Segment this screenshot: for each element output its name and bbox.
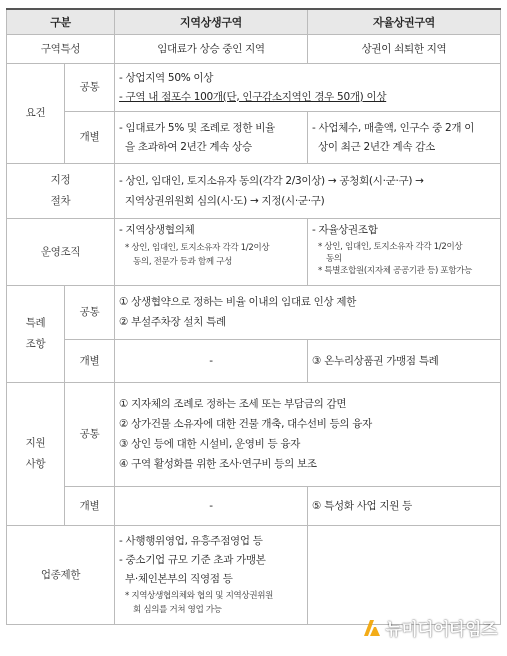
organization-b-note-3: * 특별조합원(지자체 공공기관 등) 포함가능: [318, 266, 473, 276]
label-support-line-1: 지원: [25, 437, 46, 449]
label-special: [7, 286, 65, 383]
support-individual-a: -: [115, 487, 308, 526]
row-requirements-common: [7, 64, 501, 112]
label-special-individual: 개별: [65, 340, 115, 383]
organization-b-note-1: * 상인, 임대인, 토지소유자 각각 1/2이상: [318, 242, 463, 252]
header-autonomous-commercial-zone: 자율상권구역: [308, 9, 501, 35]
label-support-line-2: 사항: [25, 458, 46, 470]
row-special-common: [7, 286, 501, 340]
support-common-line-2: ② 상가건물 소유자에 대한 건물 개축, 대수선비 등의 융자: [119, 418, 372, 430]
requirements-individual-a-line-2: 을 초과하여 2년간 계속 상승: [125, 140, 252, 153]
organization-b-note-2: 동의: [326, 254, 342, 264]
organization-a-note-1: * 상인, 임대인, 토지소유자 각각 1/2이상: [125, 243, 270, 253]
requirements-individual-b-line-1: - 사업체수, 매출액, 인구수 중 2개 이: [312, 121, 475, 134]
requirements-individual-b-line-2: 상이 최근 2년간 계속 감소: [318, 140, 435, 153]
business-limit-note-2: 회 심의를 거쳐 영업 가능: [133, 605, 222, 615]
designation-line-1: - 상인, 임대인, 토지소유자 동의(각각 2/3이상) → 공청회(시·군·구) →: [119, 174, 424, 187]
header-local-coexistence-zone: 지역상생구역: [115, 9, 308, 35]
label-special-line-1: 특례: [25, 317, 46, 329]
support-common: [115, 383, 501, 487]
label-requirements-individual: 개별: [65, 112, 115, 164]
requirements-individual-a: [115, 112, 308, 164]
requirements-common-line-1: - 상업지역 50% 이상: [119, 71, 214, 84]
characteristic-b: 상권이 쇠퇴한 지역: [308, 35, 501, 64]
label-business-limit: 업종제한: [7, 526, 115, 625]
label-special-line-2: 조항: [25, 338, 46, 350]
business-limit-line-2: - 중소기업 규모 기준 초과 가맹본: [119, 554, 266, 566]
row-special-individual: [7, 340, 501, 383]
support-individual-b: ⑤ 특성화 사업 지원 등: [308, 487, 501, 526]
designation-line-2: 지역상권위원회 심의(시·도) → 지정(시·군·구): [125, 194, 325, 207]
row-support-common: [7, 383, 501, 487]
label-support-individual: 개별: [65, 487, 115, 526]
label-designation: [7, 164, 115, 219]
requirements-individual-a-line-1: - 임대료가 5% 및 조례로 정한 비율: [119, 121, 275, 134]
newmedia-logo-icon: [362, 619, 382, 637]
requirements-common-line-2: - 구역 내 점포수 100개(단, 인구감소지역인 경우 50개) 이상: [119, 90, 387, 103]
row-characteristic: [7, 35, 501, 64]
designation-procedure: [115, 164, 501, 219]
row-support-individual: [7, 487, 501, 526]
zone-comparison-table: [6, 8, 501, 625]
support-common-line-1: ① 지자체의 조례로 정하는 조세 또는 부담금의 감면: [119, 398, 347, 410]
business-limit-note-1: * 지역상생협의체와 협의 및 지역상권위원: [125, 591, 274, 601]
row-organization: [7, 219, 501, 286]
special-common: [115, 286, 501, 340]
table-header-row: [7, 9, 501, 35]
requirements-common: [115, 64, 501, 112]
label-requirements-common: 공통: [65, 64, 115, 112]
label-support-common: 공통: [65, 383, 115, 487]
business-limit-b: [308, 526, 501, 625]
row-business-limit: [7, 526, 501, 625]
special-common-line-2: ② 부설주차장 설치 특례: [119, 316, 226, 328]
business-limit-a: [115, 526, 308, 625]
label-organization: 운영조직: [7, 219, 115, 286]
business-limit-line-1: - 사행행위영업, 유흥주점영업 등: [119, 535, 263, 547]
header-category: 구분: [7, 9, 115, 35]
label-characteristic: 구역특성: [7, 35, 115, 64]
label-special-common: 공통: [65, 286, 115, 340]
requirements-individual-b: [308, 112, 501, 164]
label-support: [7, 383, 65, 526]
organization-a-title: - 지역상생협의체: [119, 224, 195, 236]
label-designation-line-2: 절차: [50, 195, 71, 207]
organization-a: [115, 219, 308, 286]
organization-b: [308, 219, 501, 286]
special-common-line-1: ① 상생협약으로 정하는 비율 이내의 임대료 인상 제한: [119, 296, 357, 308]
support-common-line-3: ③ 상인 등에 대한 시설비, 운영비 등 융자: [119, 438, 301, 450]
characteristic-a: 임대료가 상승 중인 지역: [115, 35, 308, 64]
watermark: [362, 615, 497, 640]
special-individual-b: ③ 온누리상품권 가맹점 특례: [308, 340, 501, 383]
row-requirements-individual: [7, 112, 501, 164]
label-designation-line-1: 지정: [50, 174, 71, 186]
business-limit-line-3: 부·체인본부의 직영점 등: [125, 573, 233, 585]
organization-a-note-2: 동의, 전문가 등과 함께 구성: [133, 257, 233, 267]
label-requirements: 요건: [7, 64, 65, 164]
special-individual-a: -: [115, 340, 308, 383]
support-common-line-4: ④ 구역 활성화를 위한 조사·연구비 등의 보조: [119, 458, 317, 470]
row-designation: [7, 164, 501, 219]
organization-b-title: - 자율상권조합: [312, 224, 378, 236]
watermark-text: 뉴미디어타임즈: [385, 620, 497, 640]
